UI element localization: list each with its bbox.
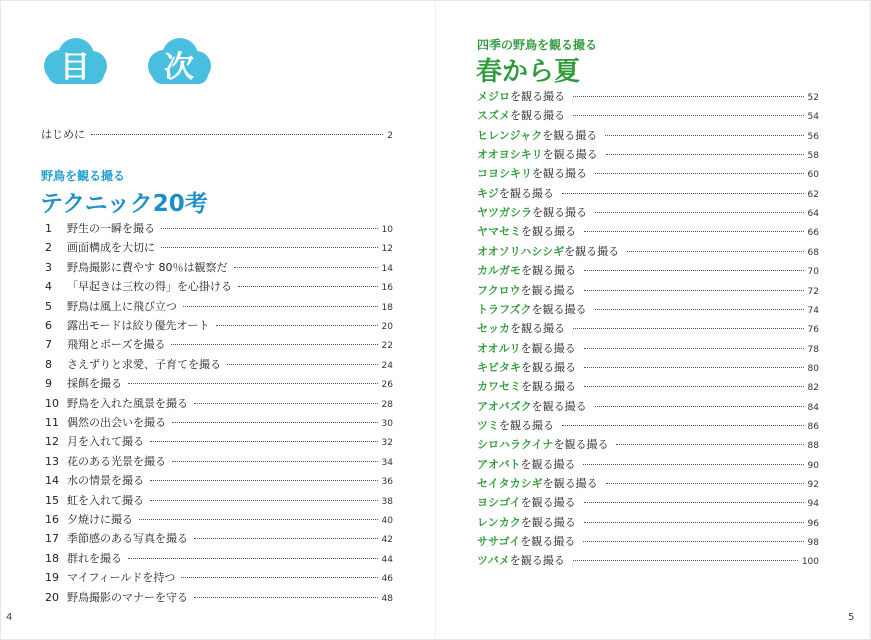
- toc-title: はじめに: [41, 128, 85, 141]
- toc-page: 88: [807, 441, 819, 452]
- toc-page: 24: [381, 360, 393, 371]
- leader-dots: [595, 406, 804, 407]
- toc-number: 10: [45, 396, 59, 410]
- toc-number: 12: [45, 435, 59, 449]
- leader-dots: [181, 577, 377, 578]
- leader-dots: [234, 267, 378, 268]
- toc-page: 2: [387, 131, 393, 141]
- bird-suffix: を観る撮る: [520, 283, 576, 297]
- toc-row[interactable]: [45, 435, 393, 450]
- bird-suffix: を観る撮る: [510, 109, 565, 123]
- title-cloud-2: [144, 36, 214, 88]
- bird-name: レンカク: [477, 515, 521, 529]
- bird-name: オオヨシキリ: [477, 148, 543, 162]
- bird-suffix: を観る撮る: [498, 186, 554, 200]
- toc-page: 58: [807, 151, 819, 162]
- toc-title: 野鳥は風上に飛び立つ: [67, 299, 177, 313]
- leader-dots: [595, 173, 804, 174]
- toc-page: 56: [807, 131, 819, 142]
- toc-page: 28: [381, 399, 393, 410]
- bird-suffix: を観る撮る: [532, 206, 587, 220]
- toc-row[interactable]: [45, 280, 393, 295]
- bird-suffix: を観る撮る: [510, 90, 565, 103]
- bird-toc-row[interactable]: [477, 400, 819, 415]
- leader-dots: [584, 290, 804, 291]
- toc-page: 82: [807, 383, 819, 394]
- toc-page: 86: [807, 421, 819, 432]
- bird-toc-row[interactable]: [477, 90, 819, 105]
- toc-page: 62: [807, 189, 819, 200]
- toc-number: 6: [45, 319, 52, 332]
- bird-name: メジロ: [477, 90, 510, 103]
- bird-name: ササゴイ: [477, 535, 521, 549]
- leader-dots: [227, 364, 378, 365]
- section-kicker: 野鳥を観る撮る: [41, 169, 126, 183]
- toc-number: 17: [45, 532, 59, 546]
- leader-dots: [171, 344, 377, 345]
- page-number: 4: [6, 612, 13, 623]
- toc-page: 10: [381, 225, 393, 235]
- toc-page: 90: [807, 460, 819, 471]
- toc-title: 季節感のある写真を撮る: [67, 532, 188, 546]
- toc-number: 16: [45, 513, 59, 526]
- toc-page: 66: [807, 228, 819, 239]
- toc-page: 34: [381, 457, 393, 468]
- leader-dots: [584, 270, 804, 271]
- leader-dots: [150, 441, 378, 442]
- toc-title: 夕焼けに撮る: [67, 513, 133, 526]
- leader-dots: [172, 461, 378, 462]
- toc-page: 32: [381, 438, 393, 449]
- leader-dots: [139, 519, 378, 520]
- bird-toc-row[interactable]: [477, 322, 819, 337]
- leader-dots: [194, 403, 378, 404]
- bird-suffix: を観る撮る: [520, 535, 576, 549]
- toc-number: 9: [45, 377, 52, 391]
- toc-row[interactable]: [45, 300, 393, 315]
- toc-page: 76: [807, 325, 819, 336]
- leader-dots: [562, 193, 804, 194]
- toc-row[interactable]: [45, 474, 393, 489]
- bird-suffix: を観る撮る: [520, 457, 576, 471]
- leader-dots: [584, 231, 804, 232]
- bird-toc-row[interactable]: [477, 554, 819, 569]
- bird-toc-row[interactable]: [477, 206, 819, 221]
- leader-dots: [573, 96, 804, 97]
- bird-toc-row[interactable]: [477, 167, 819, 182]
- bird-suffix: を観る撮る: [521, 380, 576, 394]
- bird-name: セイタカシギ: [477, 477, 543, 490]
- leader-dots: [216, 325, 378, 326]
- toc-row[interactable]: [45, 222, 393, 237]
- toc-title: 「早起きは三枚の得」を心掛ける: [67, 280, 232, 294]
- toc-row[interactable]: [45, 377, 393, 392]
- bird-name: カルガモ: [477, 264, 521, 278]
- toc-page: 38: [381, 496, 393, 507]
- toc-page: 14: [381, 263, 393, 274]
- bird-suffix: を観る撮る: [532, 167, 587, 181]
- bird-name: フクロウ: [477, 283, 521, 297]
- leader-dots: [606, 154, 804, 155]
- bird-name: アオバズク: [477, 399, 532, 413]
- toc-page: 74: [807, 305, 819, 316]
- toc-page: 92: [807, 480, 819, 490]
- bird-toc-row[interactable]: [477, 342, 819, 357]
- toc-title: さえずりと求愛、子育てを撮る: [67, 357, 221, 371]
- bird-toc-row[interactable]: [477, 438, 819, 453]
- toc-number: 5: [45, 299, 52, 313]
- toc-row[interactable]: [45, 571, 393, 586]
- bird-suffix: を観る撮る: [510, 322, 565, 336]
- toc-number: 14: [45, 474, 59, 488]
- bird-toc-row[interactable]: [477, 303, 819, 318]
- toc-title: 採餌を撮る: [67, 377, 122, 391]
- bird-toc-row[interactable]: [477, 129, 819, 144]
- toc-page: 94: [807, 499, 819, 510]
- leader-dots: [172, 422, 378, 423]
- toc-row[interactable]: [45, 397, 393, 412]
- toc-number: 15: [45, 493, 59, 507]
- bird-toc-row[interactable]: [477, 109, 819, 124]
- toc-page: 60: [807, 170, 819, 181]
- toc-row[interactable]: [45, 338, 393, 353]
- bird-suffix: を観る撮る: [509, 554, 565, 568]
- leader-dots: [584, 502, 804, 503]
- toc-title: 飛翔とポーズを撮る: [67, 338, 166, 352]
- bird-suffix: を観る撮る: [531, 302, 587, 316]
- toc-page: 64: [807, 209, 819, 220]
- bird-name: カワセミ: [477, 380, 521, 394]
- bird-name: ヨシゴイ: [477, 496, 521, 510]
- toc-number: 7: [45, 338, 52, 352]
- toc-number: 13: [45, 454, 59, 468]
- bird-suffix: を観る撮る: [520, 496, 576, 510]
- bird-name: キビタキ: [477, 360, 521, 374]
- toc-title: 野生の一瞬を撮る: [67, 222, 155, 235]
- bird-suffix: を観る撮る: [542, 128, 598, 142]
- bird-suffix: を観る撮る: [521, 264, 576, 278]
- toc-row[interactable]: [45, 241, 393, 256]
- toc-page: 16: [381, 283, 393, 294]
- toc-title: 水の情景を撮る: [67, 474, 144, 488]
- toc-page: 12: [381, 244, 393, 255]
- toc-number: 18: [45, 551, 59, 565]
- toc-row[interactable]: [45, 513, 393, 528]
- bird-name: ヤツガシラ: [477, 206, 532, 220]
- toc-title: 月を入れて撮る: [67, 435, 144, 449]
- bird-name: アオバト: [477, 457, 521, 471]
- leader-dots: [584, 348, 804, 349]
- leader-dots: [128, 383, 378, 384]
- bird-suffix: を観る撮る: [521, 360, 576, 374]
- toc-row[interactable]: [45, 416, 393, 431]
- toc-title: 画面構成を大切に: [67, 241, 155, 255]
- leader-dots: [238, 286, 378, 287]
- leader-dots: [605, 135, 803, 136]
- leader-dots: [161, 228, 378, 229]
- bird-suffix: を観る撮る: [553, 438, 609, 452]
- bird-suffix: を観る撮る: [521, 225, 576, 239]
- bird-name: シロハラクイナ: [477, 438, 554, 452]
- toc-page: 98: [807, 538, 819, 549]
- toc-page: 80: [807, 363, 819, 374]
- leader-dots: [583, 541, 803, 542]
- leader-dots: [91, 134, 383, 135]
- bird-toc-row[interactable]: [477, 535, 819, 550]
- toc-page: 96: [807, 518, 819, 529]
- bird-name: スズメ: [477, 109, 510, 123]
- bird-toc-row[interactable]: [477, 148, 819, 163]
- toc-title: 野鳥を入れた風景を撮る: [67, 396, 188, 410]
- bird-toc-row[interactable]: [477, 419, 819, 434]
- bird-suffix: を観る撮る: [531, 399, 587, 413]
- leader-dots: [128, 558, 378, 559]
- toc-number: 19: [45, 571, 59, 585]
- leader-dots: [161, 247, 378, 248]
- toc-row[interactable]: [45, 532, 393, 547]
- bird-suffix: を観る撮る: [564, 244, 620, 258]
- toc-page: 44: [381, 554, 393, 565]
- toc-title: 群れを撮る: [67, 551, 122, 565]
- toc-row[interactable]: [45, 591, 393, 606]
- toc-title: 野鳥撮影のマナーを守る: [67, 590, 188, 604]
- title-char: 次: [164, 50, 194, 85]
- toc-page: 18: [381, 302, 393, 313]
- leader-dots: [584, 386, 804, 387]
- bird-toc-row[interactable]: [477, 458, 819, 473]
- toc-row[interactable]: [45, 261, 393, 276]
- section-kicker: 四季の野鳥を観る撮る: [477, 38, 598, 52]
- toc-number: 1: [45, 222, 52, 235]
- leader-dots: [194, 538, 378, 539]
- toc-page: 68: [807, 247, 819, 258]
- toc-page: 46: [381, 574, 393, 585]
- leader-dots: [194, 597, 378, 598]
- bird-toc-row[interactable]: [477, 516, 819, 531]
- toc-number: 2: [45, 241, 52, 255]
- bird-name: コヨシキリ: [477, 167, 532, 181]
- toc-page: 40: [381, 516, 393, 526]
- title-char: 目: [60, 50, 90, 85]
- toc-page: 84: [807, 402, 819, 413]
- toc-number: 4: [45, 280, 52, 294]
- section-title: 春から夏: [476, 57, 581, 87]
- leader-dots: [595, 309, 804, 310]
- right-page: [436, 0, 871, 640]
- toc-number: 8: [45, 357, 52, 371]
- toc-intro-row[interactable]: [41, 128, 393, 143]
- left-page: [0, 0, 435, 640]
- toc-number: 3: [45, 260, 52, 274]
- bird-suffix: を観る撮る: [520, 341, 576, 355]
- toc-page: 54: [807, 112, 819, 123]
- bird-name: ヒレンジャク: [477, 128, 543, 142]
- bird-toc-row[interactable]: [477, 380, 819, 395]
- page-number: 5: [848, 612, 855, 623]
- leader-dots: [627, 251, 803, 252]
- bird-toc-row[interactable]: [477, 496, 819, 511]
- leader-dots: [584, 522, 804, 523]
- bird-name: キジ: [477, 186, 499, 200]
- bird-name: ヤマセミ: [477, 225, 521, 239]
- leader-dots: [573, 560, 798, 561]
- leader-dots: [150, 480, 378, 481]
- toc-page: 42: [381, 535, 393, 546]
- title-cloud-1: [40, 36, 110, 88]
- section-title: テクニック20考: [40, 191, 208, 217]
- leader-dots: [573, 328, 804, 329]
- toc-title: 花のある光景を撮る: [67, 454, 166, 468]
- bird-name: オオルリ: [477, 341, 521, 355]
- leader-dots: [562, 425, 804, 426]
- toc-page: 52: [807, 93, 819, 103]
- bird-suffix: を観る撮る: [499, 418, 554, 432]
- toc-title: 偶然の出会いを撮る: [67, 416, 166, 429]
- leader-dots: [583, 464, 803, 465]
- bird-suffix: を観る撮る: [542, 477, 598, 490]
- toc-page: 48: [381, 593, 393, 604]
- bird-name: トラフズク: [477, 302, 532, 316]
- toc-page: 100: [801, 557, 819, 568]
- toc-row[interactable]: [45, 455, 393, 470]
- bird-name: セッカ: [477, 322, 510, 336]
- toc-number: 11: [45, 416, 59, 429]
- bird-toc-row[interactable]: [477, 477, 819, 492]
- bird-name: ツミ: [477, 418, 499, 432]
- bird-toc-row[interactable]: [477, 361, 819, 376]
- toc-page: 20: [381, 322, 393, 332]
- bird-toc-row[interactable]: [477, 187, 819, 202]
- toc-title: 露出モードは絞り優先オート: [67, 319, 210, 332]
- toc-title: 虹を入れて撮る: [67, 493, 144, 507]
- toc-title: マイフィールドを持つ: [67, 571, 176, 585]
- toc-page: 26: [381, 380, 393, 391]
- bird-toc-row[interactable]: [477, 264, 819, 279]
- bird-name: オオソリハシシギ: [477, 244, 565, 258]
- bird-name: ツバメ: [477, 554, 510, 568]
- toc-row[interactable]: [45, 552, 393, 567]
- toc-page: 78: [807, 344, 819, 355]
- leader-dots: [183, 306, 378, 307]
- bird-suffix: を観る撮る: [520, 515, 576, 529]
- bird-suffix: を観る撮る: [542, 148, 598, 162]
- leader-dots: [584, 367, 804, 368]
- toc-page: 22: [381, 341, 393, 352]
- bird-toc-row[interactable]: [477, 245, 819, 260]
- bird-toc-row[interactable]: [477, 225, 819, 240]
- toc-title: 野鳥撮影に費やす 80％は観察だ: [67, 260, 228, 274]
- toc-row[interactable]: [45, 494, 393, 509]
- leader-dots: [150, 500, 378, 501]
- leader-dots: [573, 115, 804, 116]
- toc-row[interactable]: [45, 319, 393, 334]
- toc-page: 36: [381, 477, 393, 488]
- toc-page: 72: [807, 286, 819, 297]
- toc-page: 70: [807, 267, 819, 278]
- leader-dots: [606, 483, 804, 484]
- toc-row[interactable]: [45, 358, 393, 373]
- toc-number: 20: [45, 590, 59, 604]
- leader-dots: [595, 212, 804, 213]
- leader-dots: [616, 444, 803, 445]
- bird-toc-row[interactable]: [477, 284, 819, 299]
- toc-page: 30: [381, 419, 393, 429]
